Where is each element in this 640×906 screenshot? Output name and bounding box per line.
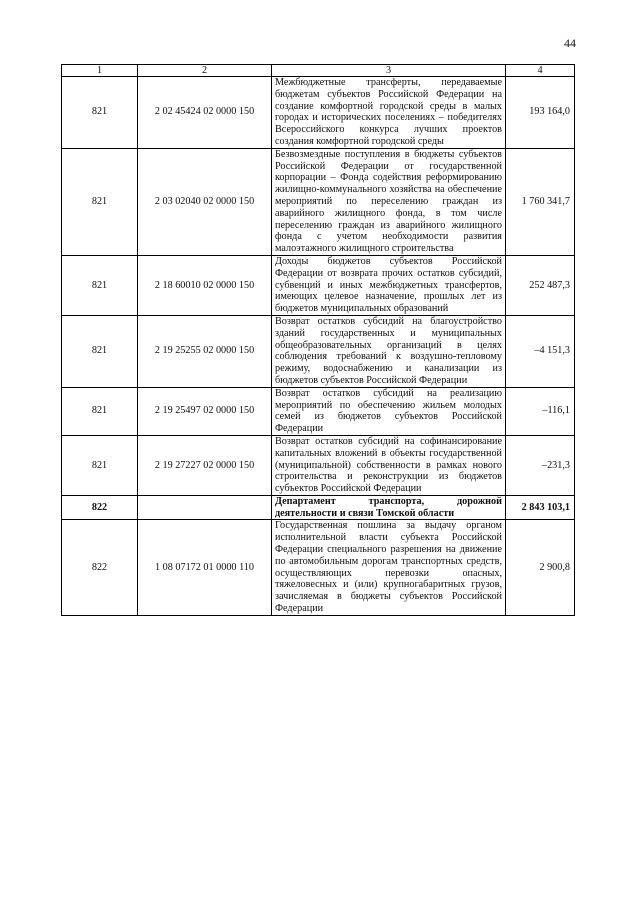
amount-cell: 2 900,8 [506,520,575,615]
table-row [62,315,575,387]
kbk-code-cell [138,495,272,520]
kbk-code-cell: 2 19 27227 02 0000 150 [138,435,272,495]
admin-code-cell: 821 [62,435,138,495]
income-name-cell: Межбюджетные трансферты, передаваемые бюджетам субъектов Российской Федерации на создание комфортной городской среды в малых городах и исторических поселениях – победителях Всероссийского конкурса лучших проектов создания комфортной городской среды [272,77,506,149]
table-row [62,435,575,495]
table-row [62,495,575,520]
amount-cell: 252 487,3 [506,255,575,315]
income-name-cell: Возврат остатков субсидий на реализацию мероприятий по обеспечению жильем молодых семей из бюджетов субъектов Российской Федерации [272,387,506,435]
income-name-cell: Департамент транспорта, дорожной деятельности и связи Томской области [272,495,506,520]
column-header: 1 [62,65,138,77]
admin-code-cell: 821 [62,315,138,387]
page-number: 44 [564,36,576,50]
admin-code-cell: 821 [62,148,138,255]
column-header: 2 [138,65,272,77]
budget-table [61,64,575,616]
table-row [62,520,575,615]
amount-cell: –116,1 [506,387,575,435]
income-name-cell: Государственная пошлина за выдачу органом исполнительной власти субъекта Российской Федерации специального разрешения на движение по автомобильным дорогам транспортных средств, осуществляющих перевозки опасных, тяжеловесных и (или) крупногабаритных грузов, зачисляемая в бюджеты субъектов Российской Федерации [272,520,506,615]
header-row [62,65,575,77]
kbk-code-cell: 1 08 07172 01 0000 110 [138,520,272,615]
income-name-cell: Возврат остатков субсидий на благоустройство зданий государственных и муниципальных общеобразовательных организаций в целях соблюдения требований к воздушно-тепловому режиму, водоснабжению и канализации из бюджетов субъектов Российской Федерации [272,315,506,387]
admin-code-cell: 821 [62,77,138,149]
table-row [62,77,575,149]
amount-cell: 2 843 103,1 [506,495,575,520]
kbk-code-cell: 2 03 02040 02 0000 150 [138,148,272,255]
table-row [62,255,575,315]
amount-cell: –4 151,3 [506,315,575,387]
admin-code-cell: 821 [62,255,138,315]
kbk-code-cell: 2 02 45424 02 0000 150 [138,77,272,149]
column-header: 4 [506,65,575,77]
income-name-cell: Доходы бюджетов субъектов Российской Федерации от возврата прочих остатков субсидий, субвенций и иных межбюджетных трансфертов, имеющих целевое назначение, прошлых лет из бюджетов муниципальных образований [272,255,506,315]
kbk-code-cell: 2 18 60010 02 0000 150 [138,255,272,315]
income-name-cell: Возврат остатков субсидий на софинансирование капитальных вложений в объекты государственной (муниципальной) собственности в рамках нового строительства и реконструкции из бюджетов субъектов Российской Федерации [272,435,506,495]
amount-cell: 193 164,0 [506,77,575,149]
admin-code-cell: 821 [62,387,138,435]
kbk-code-cell: 2 19 25497 02 0000 150 [138,387,272,435]
column-header: 3 [272,65,506,77]
table-row [62,387,575,435]
admin-code-cell: 822 [62,495,138,520]
amount-cell: 1 760 341,7 [506,148,575,255]
table-row [62,148,575,255]
amount-cell: –231,3 [506,435,575,495]
kbk-code-cell: 2 19 25255 02 0000 150 [138,315,272,387]
admin-code-cell: 822 [62,520,138,615]
income-name-cell: Безвозмездные поступления в бюджеты субъектов Российской Федерации от государственной корпорации – Фонда содействия реформированию жилищно-коммунального хозяйства на обеспечение мероприятий по переселению граждан из аварийного жилищного фонда, в том числе переселению граждан из аварийного жилищного фонда с учетом необходимости развития малоэтажного жилищного строительства [272,148,506,255]
